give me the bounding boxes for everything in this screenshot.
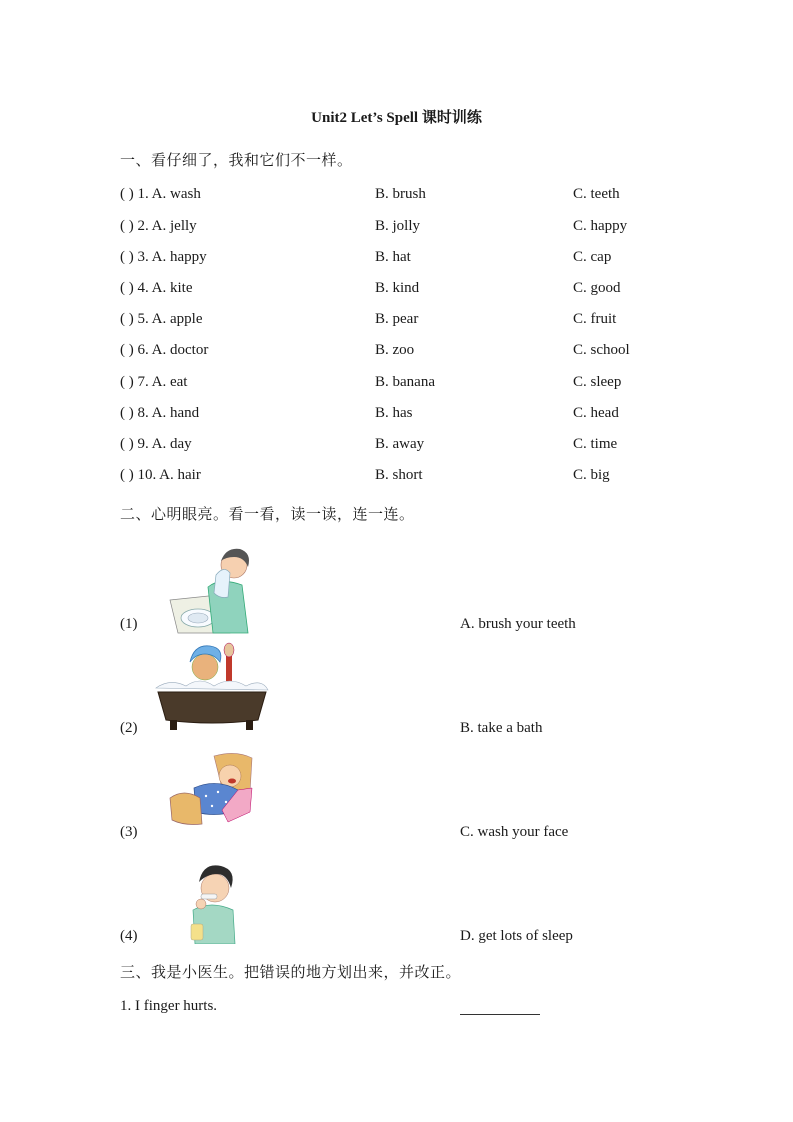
question-option-a: ( ) 10. A. hair	[120, 467, 201, 483]
question-option-a: ( ) 5. A. apple	[120, 311, 203, 327]
boy-brushing-teeth-illustration	[183, 860, 243, 944]
child-in-bathtub-illustration	[150, 640, 275, 735]
phrase-option: A. brush your teeth	[460, 616, 576, 632]
section1-heading: 一、看仔细了，我和它们不一样。	[120, 151, 353, 169]
question-option-b: B. brush	[375, 186, 426, 202]
question-option-a: ( ) 3. A. happy	[120, 249, 207, 265]
question-row	[120, 186, 680, 206]
question-option-c: C. big	[573, 467, 610, 483]
question-option-c: C. sleep	[573, 374, 622, 390]
question-option-c: C. school	[573, 342, 630, 358]
question-row	[120, 249, 680, 269]
page-title: Unit2 Let’s Spell 课时训练	[311, 110, 482, 126]
question-option-b: B. short	[375, 467, 423, 483]
question-option-b: B. hat	[375, 249, 411, 265]
question-option-b: B. jolly	[375, 218, 421, 234]
question-option-a: ( ) 2. A. jelly	[120, 218, 197, 234]
question-option-b: B. zoo	[375, 342, 415, 358]
answer-blank[interactable]	[460, 1014, 540, 1015]
question-option-b: B. away	[375, 436, 425, 452]
child-sleeping-in-bed-illustration	[166, 752, 256, 828]
question-option-a: ( ) 6. A. doctor	[120, 342, 209, 358]
question-option-a: ( ) 4. A. kite	[120, 280, 193, 296]
question-option-a: ( ) 7. A. eat	[120, 374, 188, 390]
question-row	[120, 342, 680, 362]
section2-heading: 二、心明眼亮。看一看，读一读，连一连。	[120, 505, 415, 523]
question-option-a: ( ) 8. A. hand	[120, 405, 200, 421]
question-row	[120, 405, 680, 425]
question-row	[120, 374, 680, 394]
question-row	[120, 218, 680, 238]
question-option-b: B. kind	[375, 280, 420, 296]
phrase-option: D. get lots of sleep	[460, 928, 573, 944]
boy-washing-face-illustration	[168, 545, 258, 635]
question-option-c: C. time	[573, 436, 618, 452]
question-option-c: C. cap	[573, 249, 612, 265]
section3-heading: 三、我是小医生。把错误的地方划出来，并改正。	[120, 963, 462, 981]
question-option-b: B. banana	[375, 374, 435, 390]
question-row	[120, 467, 680, 487]
correction-sentence: 1. I finger hurts.	[120, 998, 218, 1014]
question-option-c: C. head	[573, 405, 619, 421]
picture-label: (2)	[120, 720, 138, 736]
question-row	[120, 436, 680, 456]
question-row	[120, 311, 680, 331]
question-option-b: B. has	[375, 405, 413, 421]
question-option-c: C. fruit	[573, 311, 617, 327]
picture-label: (1)	[120, 616, 138, 632]
question-option-b: B. pear	[375, 311, 419, 327]
question-option-a: ( ) 9. A. day	[120, 436, 192, 452]
question-option-c: C. teeth	[573, 186, 620, 202]
phrase-option: B. take a bath	[460, 720, 543, 736]
question-option-a: ( ) 1. A. wash	[120, 186, 201, 202]
question-option-c: C. happy	[573, 218, 628, 234]
picture-label: (3)	[120, 824, 138, 840]
question-row	[120, 280, 680, 300]
picture-label: (4)	[120, 928, 138, 944]
phrase-option: C. wash your face	[460, 824, 569, 840]
question-option-c: C. good	[573, 280, 621, 296]
